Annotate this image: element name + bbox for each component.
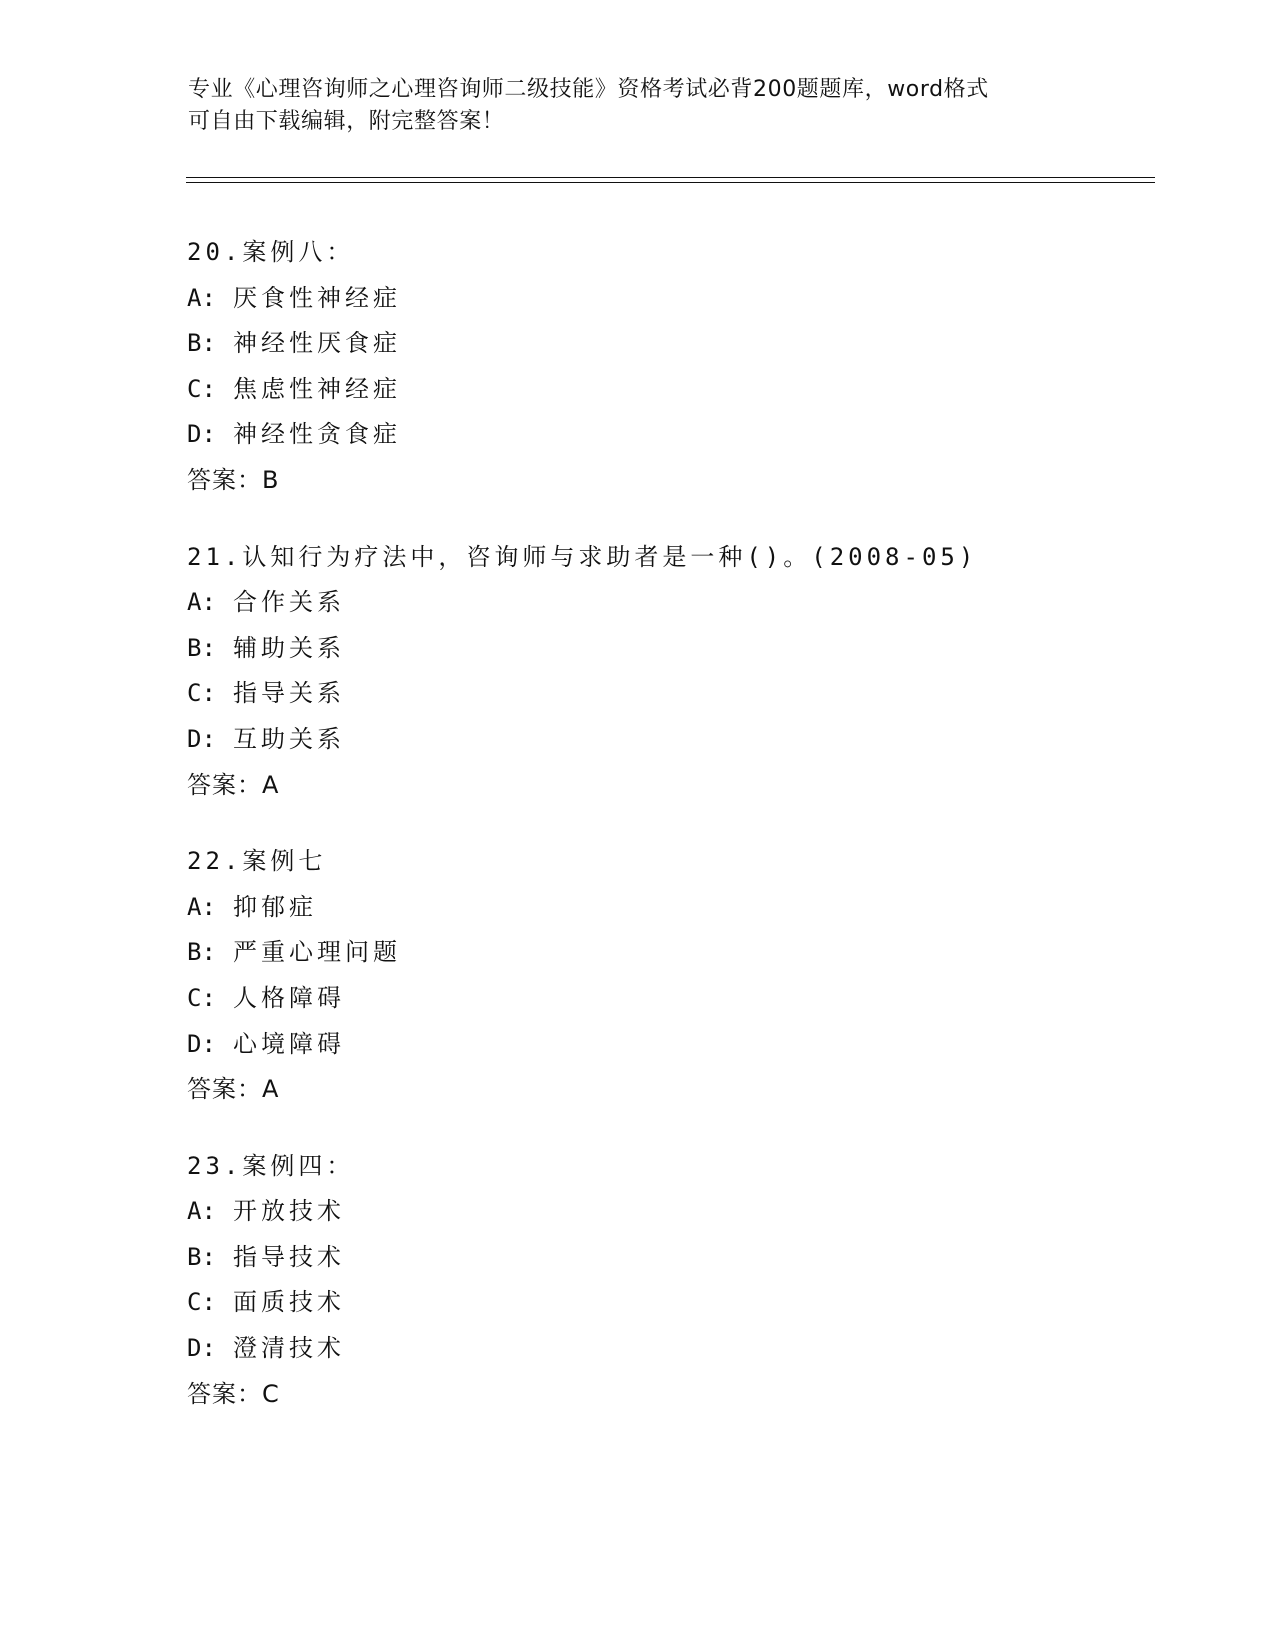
option-text: 神经性厌食症: [233, 329, 401, 358]
option-text: 抑郁症: [233, 892, 317, 921]
option-a: [187, 276, 1187, 322]
question-21: [187, 535, 1187, 809]
question-20: [187, 230, 1187, 504]
option-letter: D:: [187, 1029, 216, 1058]
option-a: [187, 885, 1187, 931]
option-letter: D:: [187, 420, 216, 449]
option-text: 严重心理问题: [233, 938, 401, 967]
option-b: [187, 321, 1187, 367]
question-23: [187, 1144, 1187, 1418]
option-letter: B:: [187, 329, 216, 358]
option-text: 指导技术: [233, 1242, 345, 1271]
question-list: [187, 230, 1187, 1448]
option-text: 神经性贪食症: [233, 420, 401, 449]
option-d: [187, 1022, 1187, 1068]
option-b: [187, 930, 1187, 976]
option-text: 人格障碍: [233, 983, 345, 1012]
option-letter: D:: [187, 724, 216, 753]
option-text: 厌食性神经症: [233, 283, 401, 312]
option-letter: C:: [187, 1288, 216, 1317]
option-letter: C:: [187, 983, 216, 1012]
option-letter: A:: [187, 283, 216, 312]
header-rule-top: [186, 177, 1155, 178]
option-letter: B:: [187, 633, 216, 662]
option-c: [187, 671, 1187, 717]
question-stem: 23.案例四：: [187, 1151, 355, 1180]
option-c: [187, 367, 1187, 413]
option-a: [187, 580, 1187, 626]
option-text: 合作关系: [233, 588, 345, 617]
option-b: [187, 1235, 1187, 1281]
header-line-1: 专业《心理咨询师之心理咨询师二级技能》资格考试必背200题题库，word格式: [188, 77, 989, 102]
option-text: 面质技术: [233, 1288, 345, 1317]
option-letter: C:: [187, 374, 216, 403]
option-b: [187, 626, 1187, 672]
option-text: 互助关系: [233, 724, 345, 753]
option-letter: B:: [187, 1242, 216, 1271]
header-rule-bottom: [186, 182, 1155, 183]
option-letter: C:: [187, 679, 216, 708]
option-d: [187, 1326, 1187, 1372]
option-c: [187, 1280, 1187, 1326]
answer-line: 答案：A: [187, 1075, 280, 1104]
option-a: [187, 1189, 1187, 1235]
option-text: 辅助关系: [233, 633, 345, 662]
question-stem: 22.案例七: [187, 847, 327, 876]
option-letter: A:: [187, 1197, 216, 1226]
option-letter: B:: [187, 938, 216, 967]
document-header: [188, 74, 1088, 138]
answer-line: 答案：C: [187, 1379, 280, 1408]
question-stem: 20.案例八：: [187, 238, 355, 266]
answer-line: 答案：A: [187, 770, 280, 799]
option-letter: A:: [187, 892, 216, 921]
option-d: [187, 717, 1187, 763]
option-text: 开放技术: [233, 1197, 345, 1226]
question-22: [187, 839, 1187, 1113]
header-line-2: 可自由下载编辑，附完整答案！: [188, 109, 505, 134]
option-letter: D:: [187, 1334, 216, 1363]
question-stem: 21.认知行为疗法中，咨询师与求助者是一种()。(2008-05): [187, 542, 978, 571]
option-text: 指导关系: [233, 679, 345, 708]
option-d: [187, 412, 1187, 458]
option-text: 心境障碍: [233, 1029, 345, 1058]
option-text: 焦虑性神经症: [233, 374, 401, 403]
option-c: [187, 976, 1187, 1022]
answer-line: 答案：B: [187, 465, 280, 494]
option-text: 澄清技术: [233, 1334, 345, 1363]
option-letter: A:: [187, 588, 216, 617]
